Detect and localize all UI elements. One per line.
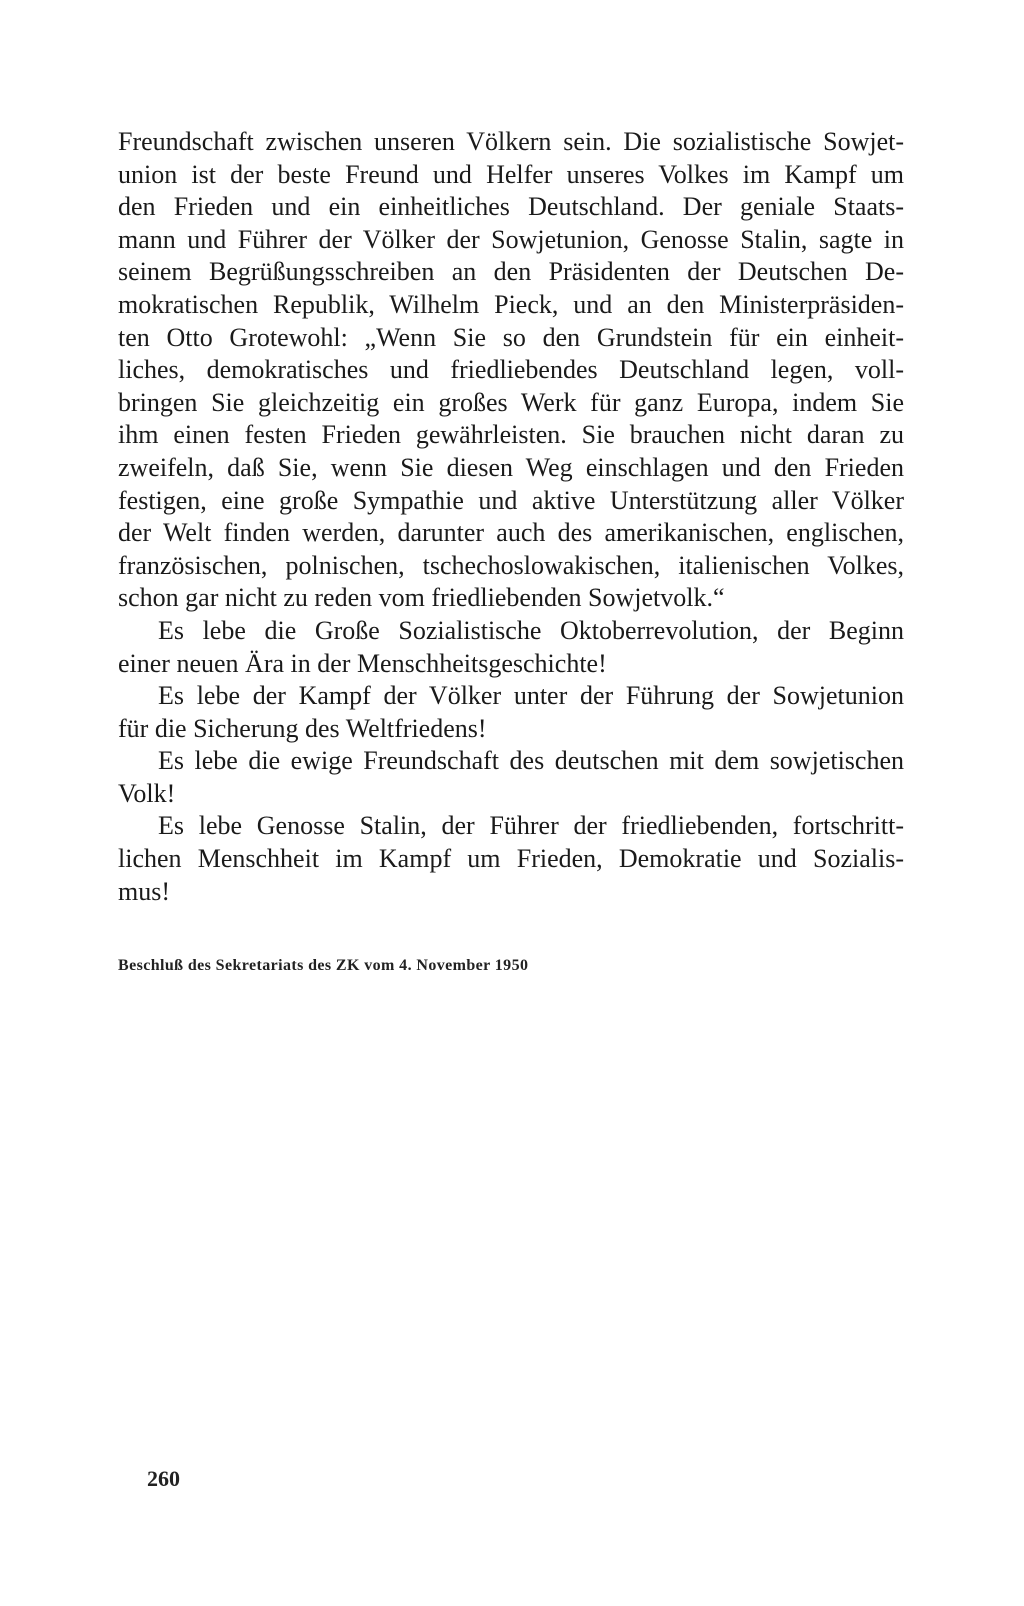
text-line: union ist der beste Freund und Helfer unseres Volkes im Kampf um bbox=[118, 159, 904, 189]
text-line: festigen, eine große Sympathie und aktive Unterstützung aller Völker bbox=[118, 485, 904, 515]
source-note: Beschluß des Sekretariats des ZK vom 4. November 1950 bbox=[118, 957, 529, 974]
text-line: liches, demokratisches und friedliebendes Deutschland legen, voll- bbox=[118, 355, 904, 385]
text-line: mokratischen Republik, Wilhelm Pieck, und an den Ministerpräsiden- bbox=[118, 289, 904, 319]
text-line: Es lebe der Kampf der Völker unter der Führung der Sowjetunion bbox=[158, 681, 904, 711]
text-line: schon gar nicht zu reden vom friedliebenden Sowjetvolk.“ bbox=[118, 583, 725, 613]
text-line: der Welt finden werden, darunter auch des amerikanischen, englischen, bbox=[118, 518, 904, 548]
text-line: Es lebe die ewige Freundschaft des deutschen mit dem sowjetischen bbox=[158, 746, 904, 776]
text-line: bringen Sie gleichzeitig ein großes Werk für ganz Europa, indem Sie bbox=[118, 387, 904, 417]
text-line: mus! bbox=[118, 876, 170, 906]
text-line: Volk! bbox=[118, 778, 176, 808]
text-line: einer neuen Ära in der Menschheitsgeschichte! bbox=[118, 648, 607, 678]
text-line: zweifeln, daß Sie, wenn Sie diesen Weg einschlagen und den Frieden bbox=[118, 452, 904, 482]
text-line: Es lebe Genosse Stalin, der Führer der friedliebenden, fortschritt- bbox=[158, 811, 904, 841]
text-line: französischen, polnischen, tschechoslowakischen, italienischen Volkes, bbox=[118, 550, 904, 580]
text-line: ihm einen festen Frieden gewährleisten. Sie brauchen nicht daran zu bbox=[118, 420, 904, 450]
text-line: Freundschaft zwischen unseren Völkern sein. Die sozialistische Sowjet- bbox=[118, 127, 904, 156]
text-line: lichen Menschheit im Kampf um Frieden, Demokratie und Sozialis- bbox=[118, 844, 904, 874]
text-line: ten Otto Grotewohl: „Wenn Sie so den Grundstein für ein einheit- bbox=[118, 322, 904, 352]
page-number: 260 bbox=[147, 1466, 180, 1491]
text-line: für die Sicherung des Weltfriedens! bbox=[118, 713, 487, 743]
text-line: den Frieden und ein einheitliches Deutschland. Der geniale Staats- bbox=[118, 192, 904, 222]
text-line: Es lebe die Große Sozialistische Oktoberrevolution, der Beginn bbox=[158, 615, 904, 645]
text-line: mann und Führer der Völker der Sowjetunion, Genosse Stalin, sagte in bbox=[118, 224, 904, 254]
body-text bbox=[118, 126, 904, 908]
text-line: seinem Begrüßungsschreiben an den Präsidenten der Deutschen De- bbox=[118, 257, 904, 287]
